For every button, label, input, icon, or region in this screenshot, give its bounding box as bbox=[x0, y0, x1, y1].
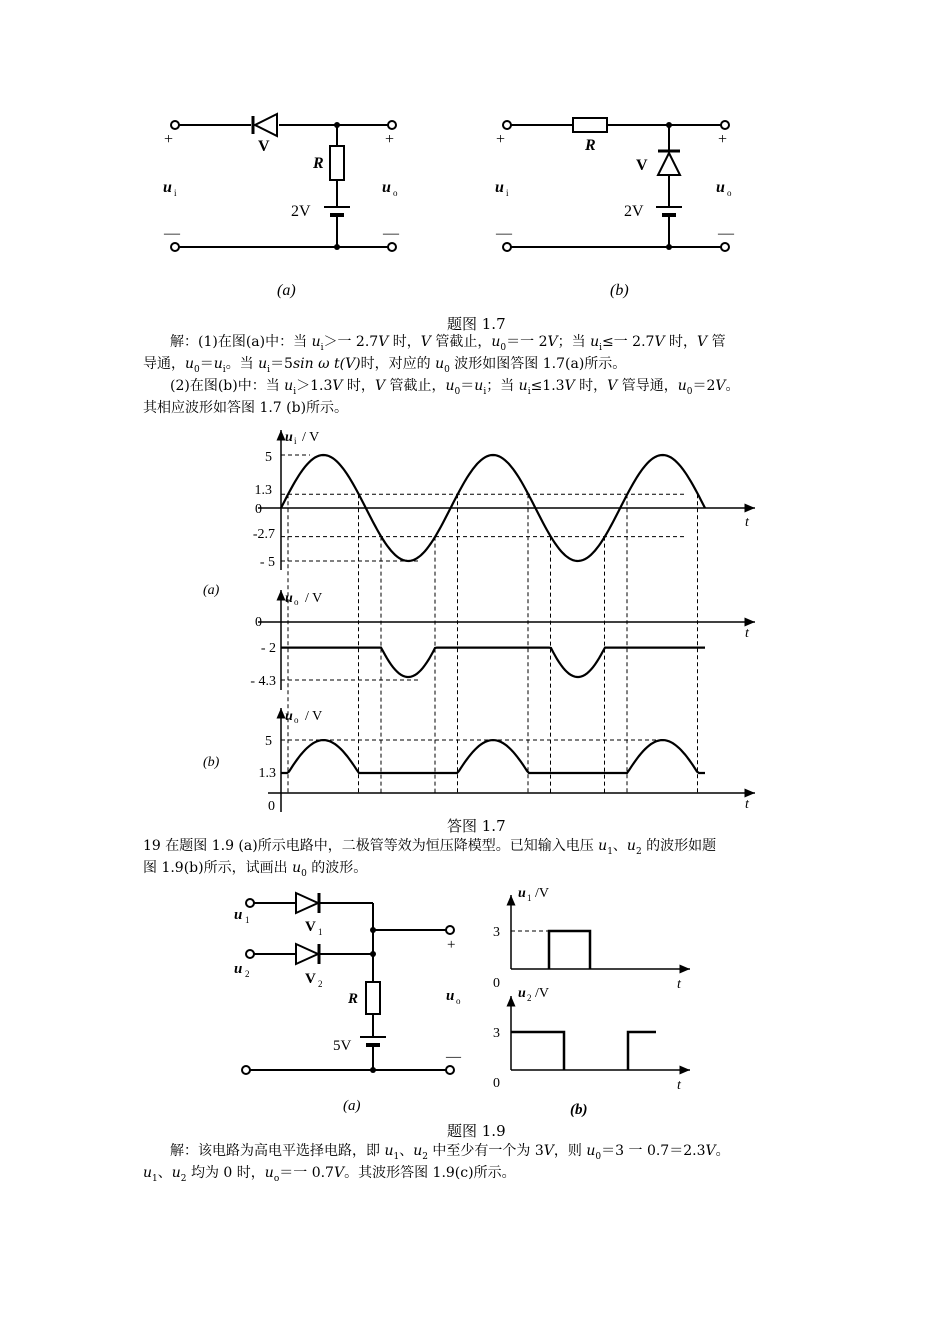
text-segment: 0 bbox=[194, 364, 200, 375]
text-segment: u bbox=[292, 860, 302, 876]
svg-text:o: o bbox=[393, 188, 398, 198]
svg-text:t: t bbox=[677, 1078, 681, 1093]
svg-text:t: t bbox=[677, 977, 681, 992]
text-segment: 管 bbox=[707, 334, 726, 350]
svg-text:/ V: / V bbox=[302, 430, 320, 445]
text-segment: 管导通， bbox=[617, 378, 678, 394]
text-segment: ＞一 2.7 bbox=[323, 334, 379, 350]
u2-pulse bbox=[511, 1032, 564, 1070]
text-segment: V bbox=[607, 378, 618, 394]
text-segment: 、 bbox=[612, 838, 627, 854]
tick-label: -2.7 bbox=[252, 527, 275, 542]
text-segment: V bbox=[332, 378, 343, 394]
label-r: R bbox=[348, 991, 359, 1007]
svg-text:3: 3 bbox=[493, 925, 500, 940]
text-segment: V bbox=[705, 1143, 716, 1159]
text-segment: i bbox=[320, 342, 324, 353]
svg-text:3: 3 bbox=[493, 1026, 500, 1041]
tick-label: - 5 bbox=[259, 555, 275, 570]
tick-label: 5 bbox=[265, 450, 272, 465]
svg-text:t: t bbox=[745, 797, 749, 812]
text-segment: 管截止， bbox=[430, 334, 492, 350]
text-segment: ≤1.3 bbox=[530, 378, 565, 394]
tick-label: - 2 bbox=[260, 641, 276, 656]
text-segment: 1 bbox=[607, 846, 613, 857]
svg-text:o: o bbox=[294, 715, 299, 725]
text-segment: V bbox=[715, 378, 726, 394]
svg-text:i: i bbox=[294, 436, 297, 446]
text-segment: i bbox=[527, 386, 531, 397]
text-segment: i bbox=[222, 364, 226, 375]
svg-text:t: t bbox=[745, 515, 749, 530]
text-segment: u bbox=[677, 378, 687, 394]
text-segment: (2)在图(b)中：当 bbox=[170, 378, 285, 394]
svg-text:1: 1 bbox=[245, 915, 250, 925]
text-segment: u bbox=[518, 378, 528, 394]
text-segment: ＝2 bbox=[692, 378, 716, 394]
minus-sign: — bbox=[383, 225, 399, 242]
diode-v1 bbox=[296, 893, 318, 913]
text-segment: V bbox=[374, 378, 386, 394]
caption-answer-1-7: 答图 1.7 bbox=[447, 817, 506, 835]
text-segment: 时， bbox=[664, 334, 698, 350]
label-5v: 5V bbox=[333, 1038, 352, 1054]
svg-text:/V: /V bbox=[535, 886, 549, 901]
svg-text:+: + bbox=[447, 937, 456, 953]
plot-label-a: (a) bbox=[203, 583, 220, 598]
text-segment: u bbox=[445, 378, 455, 394]
text-segment: ＝3 一 0.7＝2.3 bbox=[601, 1143, 706, 1159]
svg-text:+: + bbox=[718, 131, 728, 148]
text-segment: 的波形如题 bbox=[641, 838, 717, 854]
resistor-r bbox=[366, 982, 380, 1014]
text-segment: 图 1.9(b)所示，试画出 bbox=[143, 860, 293, 876]
text-segment: V bbox=[547, 334, 558, 350]
label-uo: u bbox=[382, 179, 391, 196]
svg-text:—: — bbox=[496, 225, 512, 242]
u1-pulse bbox=[549, 931, 590, 969]
svg-text:o: o bbox=[727, 188, 732, 198]
text-segment: u bbox=[626, 838, 636, 854]
text-segment: ，则 bbox=[553, 1143, 587, 1159]
text-segment: ＝一 2 bbox=[506, 334, 548, 350]
tick-label: 1.3 bbox=[258, 766, 276, 781]
text-segment: 0 bbox=[595, 1151, 602, 1162]
axis-label-uo: u bbox=[285, 591, 293, 606]
label-b: (b) bbox=[570, 1102, 588, 1118]
diode-v2 bbox=[296, 944, 318, 964]
svg-text:o: o bbox=[294, 597, 299, 607]
text-segment: 0 bbox=[444, 364, 450, 375]
text-segment: 2 bbox=[422, 1151, 428, 1162]
plot-label-b: (b) bbox=[203, 755, 220, 770]
text-segment: 其相应波形如答图 1.7 (b)所示。 bbox=[143, 400, 349, 416]
svg-text:o: o bbox=[456, 996, 461, 1006]
text-segment: 。 bbox=[725, 378, 740, 394]
text-segment: u bbox=[258, 356, 268, 372]
text-segment: u bbox=[586, 1143, 596, 1159]
text-segment: ；当 bbox=[486, 378, 519, 394]
svg-text:/V: /V bbox=[535, 986, 549, 1001]
text-segment: ＝ bbox=[460, 378, 475, 394]
tick-label: 5 bbox=[265, 734, 272, 749]
svg-text:—: — bbox=[718, 225, 734, 242]
text-segment: i bbox=[293, 386, 297, 397]
text-segment: u bbox=[311, 334, 321, 350]
text-segment: 解：该电路为高电平选择电路，即 bbox=[170, 1143, 385, 1159]
text-segment: u bbox=[491, 334, 501, 350]
label-ui: u bbox=[495, 179, 504, 196]
svg-text:/ V: / V bbox=[305, 709, 323, 724]
label-ui: u bbox=[163, 179, 172, 196]
svg-text:u: u bbox=[518, 886, 526, 901]
text-segment: 。 bbox=[715, 1143, 730, 1159]
text-segment: o bbox=[273, 1173, 280, 1184]
text-segment: 时，对应的 bbox=[360, 356, 436, 372]
tick-label: 1.3 bbox=[254, 483, 272, 498]
text-segment: 时， bbox=[574, 378, 608, 394]
label-uo: u bbox=[446, 988, 455, 1004]
svg-text:+: + bbox=[496, 131, 506, 148]
text-segment: 。当 bbox=[225, 356, 259, 372]
text-segment: u bbox=[171, 1165, 181, 1181]
text-segment: 、 bbox=[157, 1165, 172, 1181]
text-segment: ＝一 0.7 bbox=[279, 1165, 334, 1181]
text-segment: 1 bbox=[152, 1173, 158, 1184]
solution-19-line-2 bbox=[143, 1162, 516, 1190]
label-a: (a) bbox=[343, 1098, 361, 1114]
tick-label: 0 bbox=[268, 799, 275, 814]
text-segment: 导通， bbox=[143, 356, 185, 372]
text-segment: 的波形。 bbox=[306, 860, 368, 876]
text-segment: ＞1.3 bbox=[296, 378, 333, 394]
label-u2: u bbox=[234, 961, 243, 977]
text-segment: sin ω t(V) bbox=[292, 356, 361, 372]
svg-text:1: 1 bbox=[527, 893, 532, 903]
text-segment: u bbox=[590, 334, 600, 350]
text-segment: 0 bbox=[454, 386, 461, 397]
text-segment: 0 bbox=[500, 342, 507, 353]
text-segment: V bbox=[654, 334, 665, 350]
text-segment: u bbox=[284, 378, 294, 394]
text-segment: u bbox=[474, 378, 484, 394]
svg-text:0: 0 bbox=[493, 1076, 500, 1091]
text-segment: 时， bbox=[342, 378, 375, 394]
svg-text:—: — bbox=[446, 1049, 461, 1065]
svg-text:0: 0 bbox=[493, 976, 500, 991]
plus-sign: + bbox=[385, 131, 395, 148]
svg-text:t: t bbox=[745, 626, 749, 641]
text-segment: i bbox=[267, 364, 271, 375]
text-segment: 1 bbox=[393, 1151, 400, 1162]
text-segment: 2 bbox=[635, 846, 642, 857]
text-segment: 波形如图答图 1.7(a)所示。 bbox=[449, 356, 627, 372]
text-segment: u bbox=[213, 356, 223, 372]
label-v: V bbox=[636, 157, 648, 174]
text-segment: u bbox=[185, 356, 195, 372]
label-v: V bbox=[258, 138, 270, 155]
text-segment: u bbox=[264, 1165, 274, 1181]
u2-pulse-2 bbox=[628, 1032, 656, 1070]
text-segment: 19 在题图 1.9 (a)所示电路中，二极管等效为恒压降模型。已知输入电压 bbox=[143, 838, 599, 854]
tick-label: 0 bbox=[255, 615, 262, 630]
text-segment: u bbox=[413, 1143, 423, 1159]
text-segment: 中至少有一个为 3 bbox=[427, 1143, 544, 1159]
svg-text:2: 2 bbox=[245, 969, 250, 979]
svg-text:/ V: / V bbox=[305, 591, 323, 606]
label-uo: u bbox=[716, 179, 725, 196]
text-segment: u bbox=[435, 356, 445, 372]
text-segment: ≤一 2.7 bbox=[601, 334, 655, 350]
label-r: R bbox=[585, 137, 596, 154]
text-segment: 、 bbox=[399, 1143, 414, 1159]
label-b: (b) bbox=[610, 282, 629, 299]
label-a: (a) bbox=[277, 282, 296, 299]
text-segment: 时， bbox=[388, 334, 421, 350]
text-segment: 0 bbox=[686, 386, 693, 397]
svg-text:2: 2 bbox=[318, 979, 323, 989]
label-v1: V bbox=[305, 919, 316, 935]
text-segment: 均为 0 时， bbox=[186, 1165, 265, 1181]
label-u1: u bbox=[234, 907, 243, 923]
label-2v: 2V bbox=[291, 203, 311, 220]
text-segment: 管截止， bbox=[385, 378, 446, 394]
caption-fig-1-9: 题图 1.9 bbox=[447, 1122, 506, 1140]
text-segment: V bbox=[420, 334, 431, 350]
text-segment: i bbox=[599, 342, 602, 353]
text-segment: 。其波形答图 1.9(c)所示。 bbox=[344, 1165, 516, 1181]
text-segment: ＝5 bbox=[270, 356, 293, 372]
text-segment: u bbox=[598, 838, 608, 854]
text-segment: 2 bbox=[180, 1173, 187, 1184]
label-r: R bbox=[313, 155, 324, 172]
text-segment: 解：(1)在图(a)中：当 bbox=[170, 334, 312, 350]
axis-label-ui: u bbox=[285, 430, 293, 445]
text-segment: V bbox=[543, 1143, 554, 1159]
svg-text:i: i bbox=[174, 188, 177, 198]
svg-text:2: 2 bbox=[527, 993, 532, 1003]
tick-label: - 4.3 bbox=[250, 674, 276, 689]
text-segment: V bbox=[697, 334, 708, 350]
svg-text:i: i bbox=[506, 188, 509, 198]
minus-sign: — bbox=[164, 225, 180, 242]
text-segment: u bbox=[384, 1143, 394, 1159]
axis-label-uo: u bbox=[285, 709, 293, 724]
label-v2: V bbox=[305, 971, 316, 987]
text-segment: ＝ bbox=[199, 356, 214, 372]
text-segment: u bbox=[143, 1165, 153, 1181]
svg-text:1: 1 bbox=[318, 927, 323, 937]
text-segment: i bbox=[483, 386, 487, 397]
plus-sign: + bbox=[164, 131, 174, 148]
svg-text:u: u bbox=[518, 986, 526, 1001]
tick-label: 0 bbox=[255, 502, 262, 517]
text-segment: 0 bbox=[301, 868, 307, 879]
label-2v: 2V bbox=[624, 203, 644, 220]
text-segment: V bbox=[333, 1165, 345, 1181]
text-segment: ；当 bbox=[557, 334, 591, 350]
text-segment: V bbox=[564, 378, 575, 394]
caption-fig-1-7: 题图 1.7 bbox=[447, 315, 506, 333]
text-segment: V bbox=[378, 334, 389, 350]
